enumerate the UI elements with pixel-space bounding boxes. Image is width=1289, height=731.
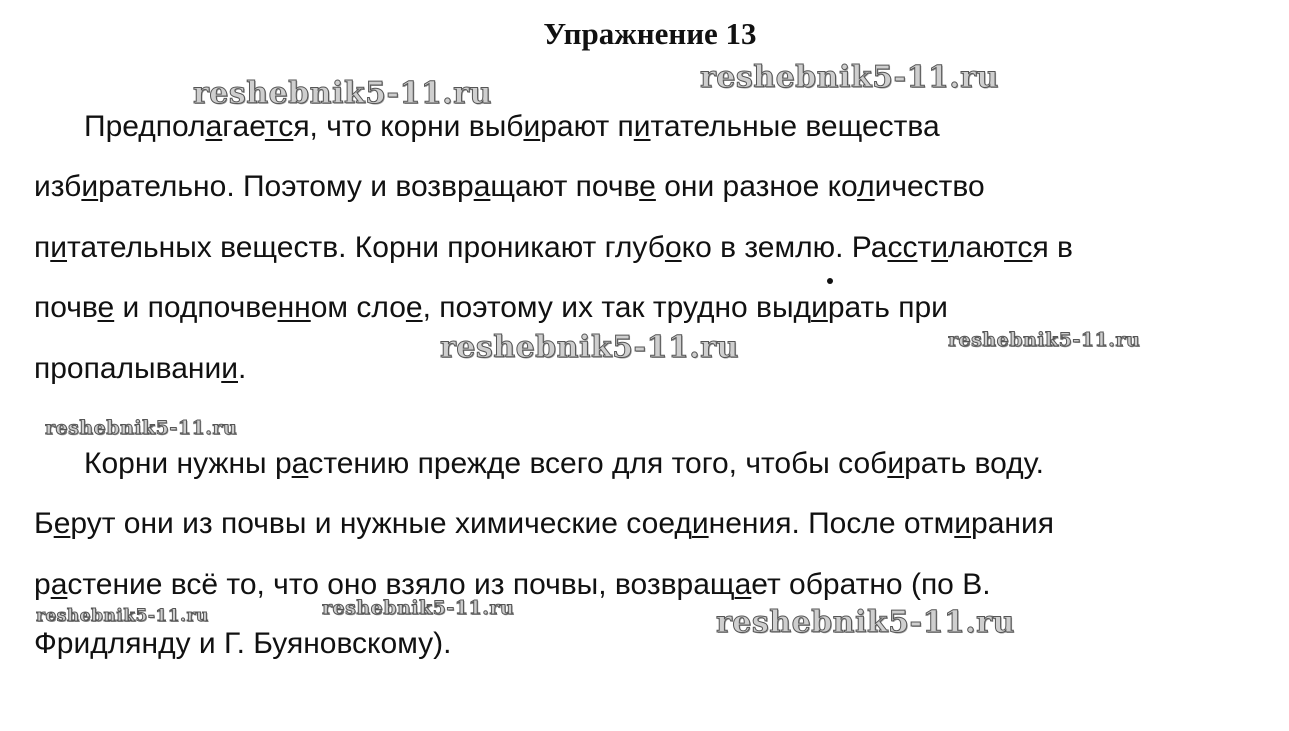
text-line-3: питательных веществ. Корни проникают глубоко в землю. Расстилаются в bbox=[34, 231, 1073, 264]
underlined-letter: и bbox=[954, 507, 972, 540]
underlined-letter: е bbox=[53, 507, 71, 540]
watermark: reshebnik5-11.ru bbox=[36, 606, 209, 626]
underlined-letter: и bbox=[811, 291, 828, 324]
underlined-letter: и bbox=[633, 110, 651, 143]
watermark: reshebnik5-11.ru bbox=[440, 330, 739, 365]
underlined-letter: а bbox=[291, 447, 309, 480]
text-line-4: почве и подпочвенном слое, поэтому их так трудно выдирать при bbox=[34, 291, 948, 324]
text-line-8: растение всё то, что оно взяло из почвы, возвращает обратно (по В. bbox=[34, 568, 991, 601]
watermark: reshebnik5-11.ru bbox=[700, 60, 999, 95]
text-line-6: Корни нужны растению прежде всего для того, чтобы собирать воду. bbox=[34, 447, 1045, 480]
underlined-letter: тс bbox=[264, 110, 294, 143]
text-line-7: Берут они из почвы и нужные химические соединения. После отмирания bbox=[34, 507, 1054, 540]
underlined-letter: и bbox=[523, 110, 541, 143]
stray-dot bbox=[827, 278, 833, 284]
exercise-title: Упражнение 13 bbox=[543, 16, 757, 51]
underlined-letter: и bbox=[887, 447, 905, 480]
underlined-letter: е bbox=[639, 170, 656, 203]
watermark: reshebnik5-11.ru bbox=[193, 76, 492, 111]
underlined-letter: и bbox=[691, 507, 709, 540]
text-line-9: Фридлянду и Г. Буяновскому). bbox=[34, 627, 452, 660]
underlined-letter: и bbox=[81, 170, 99, 203]
text-line-5: пропалывании. bbox=[34, 352, 247, 385]
text-line-2: избирательно. Поэтому и возвращают почве они разное количество bbox=[34, 170, 985, 203]
underlined-letter: л bbox=[857, 170, 875, 203]
underlined-letter: е bbox=[405, 291, 423, 324]
underlined-letter: тс bbox=[1004, 231, 1033, 264]
watermark: reshebnik5-11.ru bbox=[322, 597, 515, 619]
underlined-letter: и bbox=[221, 352, 238, 385]
watermark: reshebnik5-11.ru bbox=[45, 417, 238, 439]
underlined-letter: о bbox=[664, 231, 682, 264]
underlined-letter: сс bbox=[887, 231, 918, 264]
watermark: reshebnik5-11.ru bbox=[716, 605, 1015, 640]
underlined-letter: нн bbox=[277, 291, 311, 324]
underlined-letter: а bbox=[50, 568, 68, 601]
watermark: reshebnik5-11.ru bbox=[948, 329, 1141, 351]
underlined-letter: а bbox=[734, 568, 752, 601]
underlined-letter: а bbox=[473, 170, 491, 203]
underlined-letter: е bbox=[97, 291, 115, 324]
underlined-letter: и bbox=[50, 231, 68, 264]
text-line-1: Предполагается, что корни выбирают питательные вещества bbox=[34, 110, 940, 143]
underlined-letter: а bbox=[205, 110, 223, 143]
underlined-letter: и bbox=[931, 231, 948, 264]
